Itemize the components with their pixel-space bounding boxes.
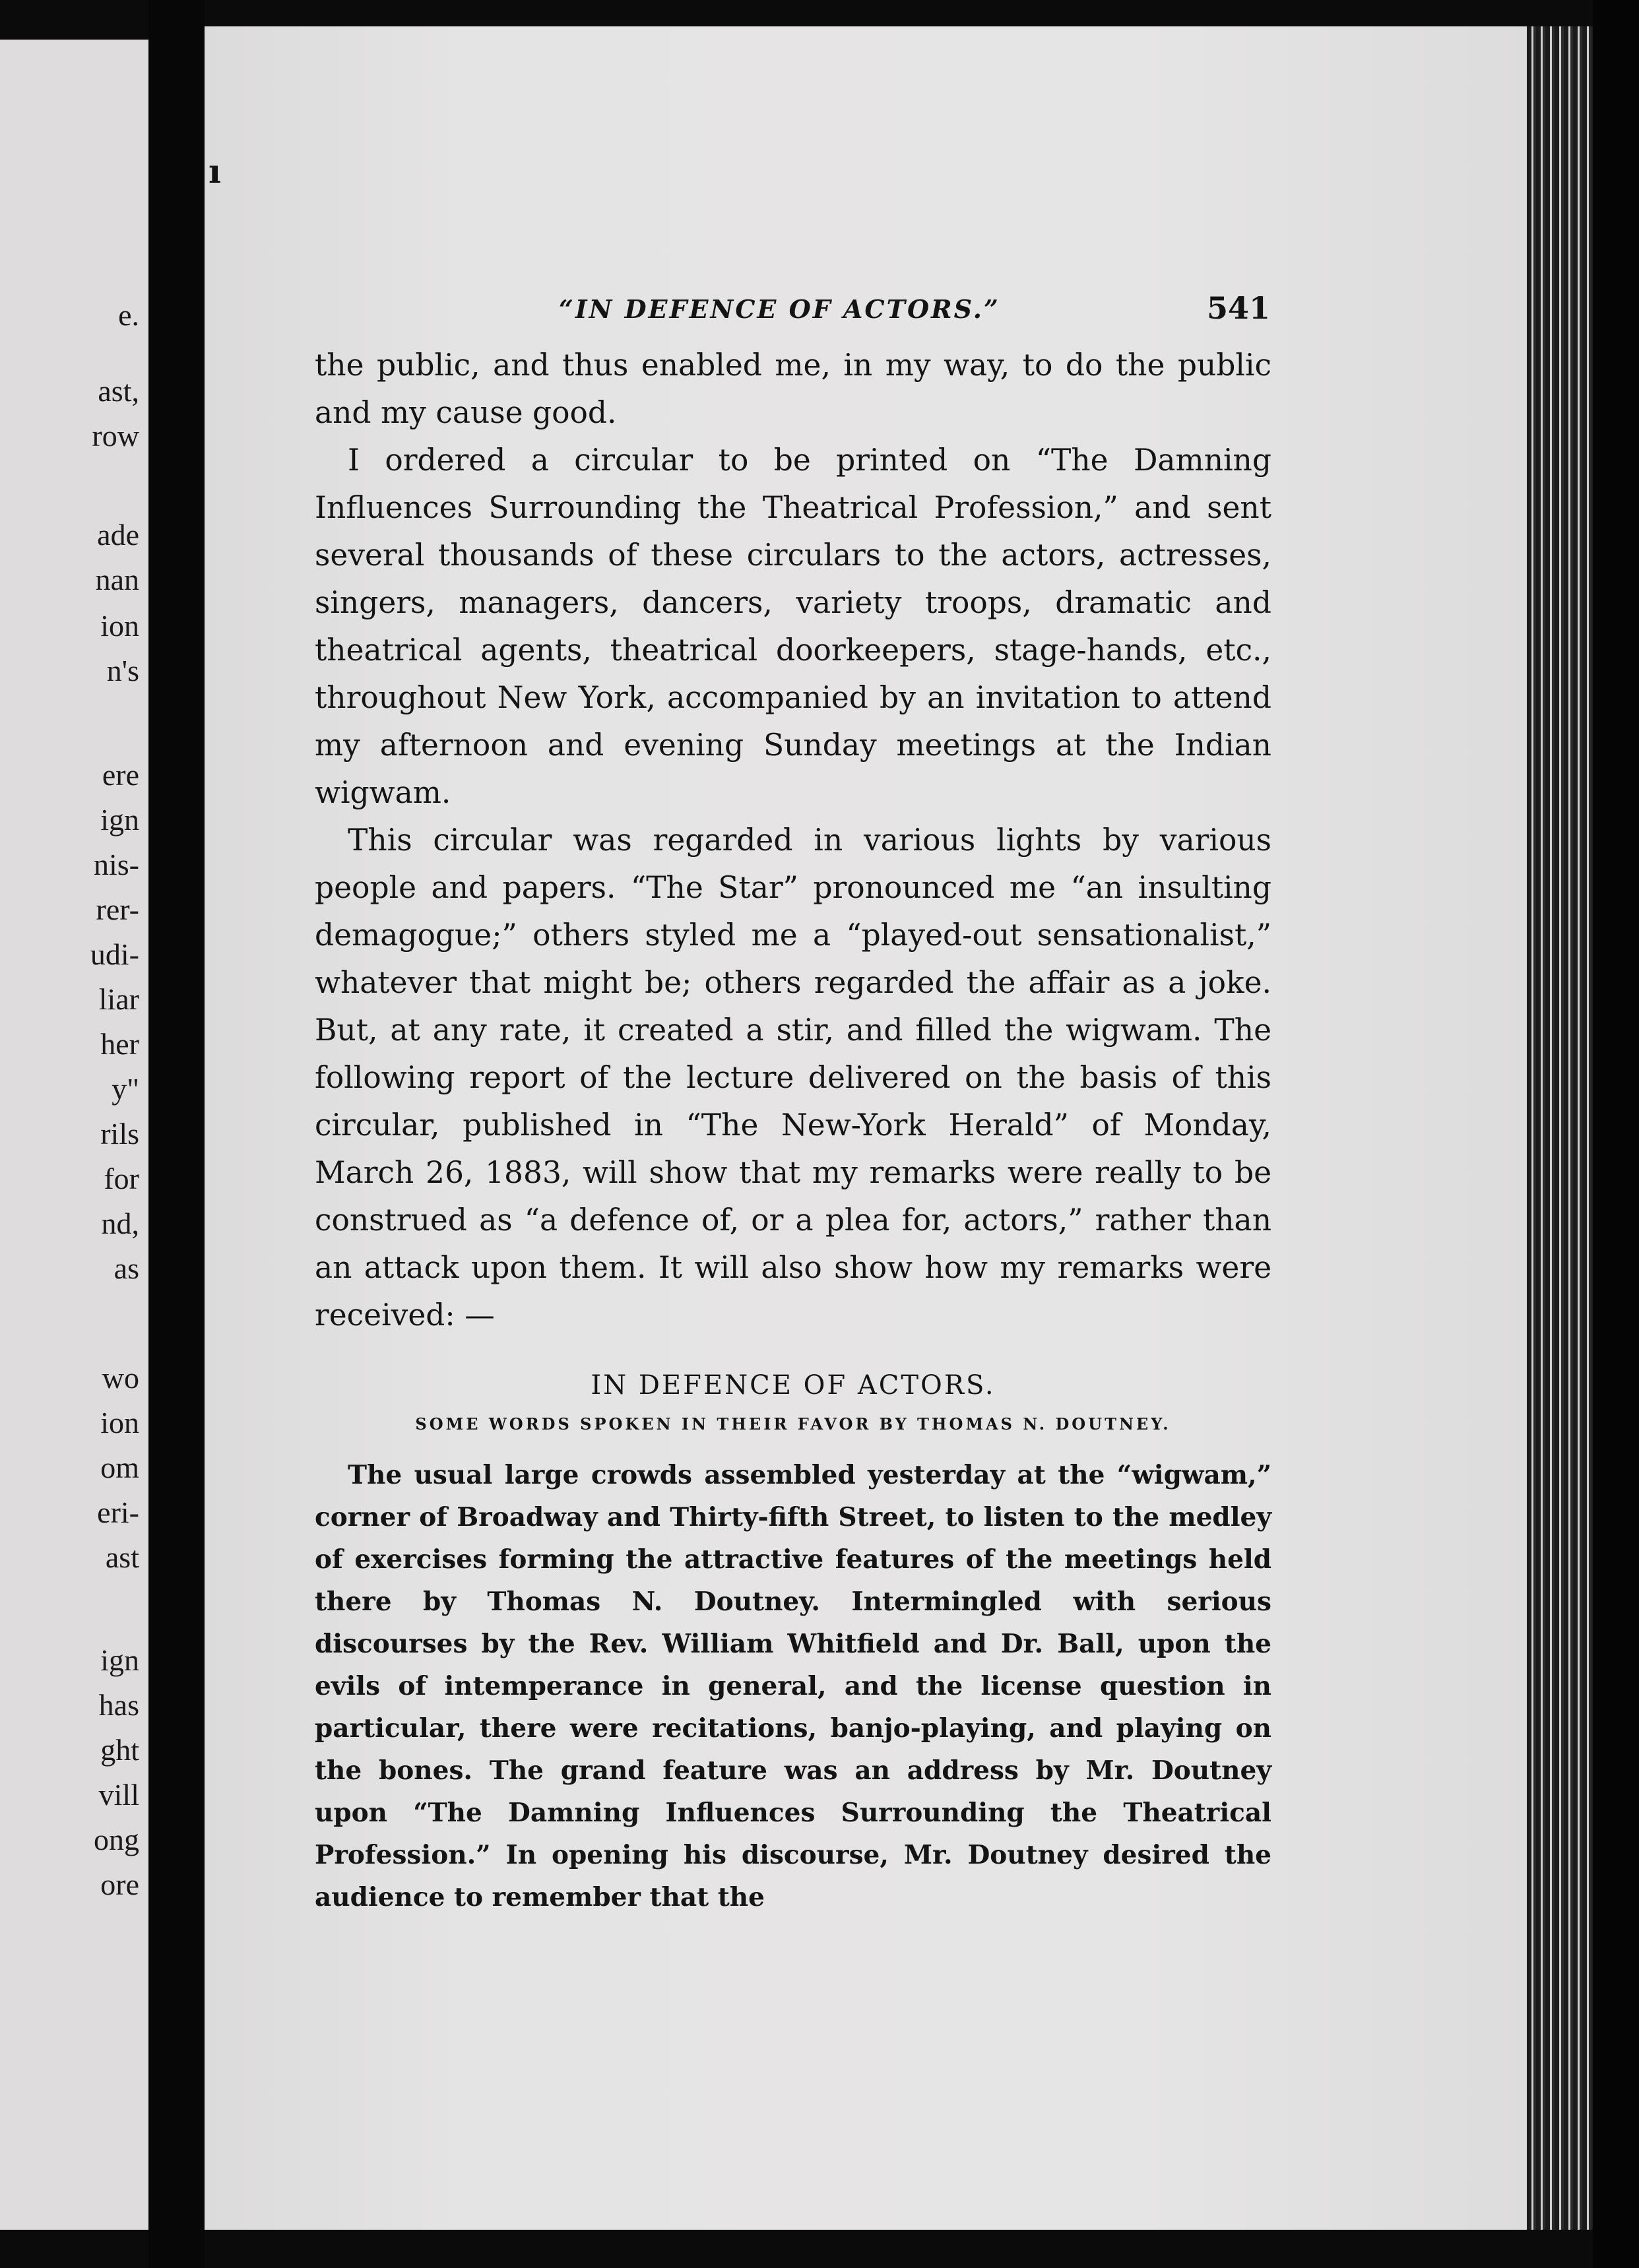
margin-fragment: ere	[102, 758, 139, 792]
margin-fragment: ign	[100, 803, 139, 836]
margin-fragment: her	[100, 1027, 139, 1061]
paragraph: the public, and thus enabled me, in my way, to do the public and my cause good.	[315, 348, 1271, 430]
margin-fragment: ion	[100, 609, 139, 643]
margin-fragment: ght	[100, 1733, 139, 1767]
scan-border	[1593, 0, 1639, 2268]
margin-fragment: rer-	[96, 893, 139, 926]
margin-fragment: eri-	[97, 1496, 139, 1529]
margin-fragment: ade	[97, 518, 139, 551]
margin-fragment: udi-	[90, 937, 139, 971]
margin-fragment: nis-	[94, 848, 139, 881]
margin-fragment: vill	[98, 1778, 139, 1811]
page-number: 541	[1206, 290, 1270, 326]
margin-fragment: row	[92, 419, 139, 453]
margin-fragment: ore	[100, 1868, 139, 1901]
book-gutter	[148, 0, 205, 2268]
facing-page-fragment	[0, 40, 148, 2230]
margin-fragment: nd,	[101, 1207, 139, 1240]
section-subheading: SOME WORDS SPOKEN IN THEIR FAVOR BY THOMAS N. DOUTNEY.	[415, 1414, 1171, 1433]
margin-fragment: liar	[98, 982, 139, 1016]
margin-fragment: n's	[106, 654, 139, 687]
margin-fragment: wo	[102, 1361, 139, 1395]
margin-fragment: has	[98, 1688, 139, 1722]
margin-fragment: ion	[100, 1406, 139, 1439]
margin-fragment: as	[113, 1251, 139, 1285]
margin-fragment: ong	[94, 1823, 139, 1856]
margin-fragment: ast,	[98, 374, 139, 408]
running-head	[315, 290, 1271, 342]
ink-mark: ı	[209, 152, 221, 191]
paragraph: This circular was regarded in various lights by various people and papers. “The Star” pronounced me “an insulting demagogue;” others styled me a “played-out sensationalist,” whatever that might be; others regarded the affair as a joke. But, at any rate, it created a stir, and filled the wigwam. The following report of the lecture delivered on the basis of this circular, published in “The New-York Herald” of Monday, March 26, 1883, will show that my remarks were really to be construed as “a defence of, or a plea for, actors,” rather than an attack upon them. It will also show how my remarks were received: —	[315, 823, 1271, 1333]
margin-fragment: e.	[118, 298, 139, 332]
page-content	[315, 290, 1271, 1918]
page-edges	[1527, 26, 1593, 2230]
margin-fragment: rils	[100, 1117, 139, 1150]
margin-fragment: om	[100, 1451, 139, 1484]
report-paragraph: The usual large crowds assembled yesterday at the “wigwam,” corner of Broadway and Thirty-fifth Street, to listen to the medley of exercises forming the attractive features of the meetings held there by Thomas N. Doutney. Intermingled with serious discourses by the Rev. William Whitfield and Dr. Ball, upon the evils of intemperance in general, and the license question in particular, there were recitations, banjo-playing, and playing on the bones. The grand feature was an address by Mr. Doutney upon “The Damning Influences Surrounding the Theatrical Profession.” In opening his discourse, Mr. Doutney desired the audience to remember that the	[315, 1460, 1271, 1912]
margin-fragment: ast	[105, 1540, 139, 1574]
section-heading: IN DEFENCE OF ACTORS.	[591, 1370, 996, 1401]
running-head-title: “IN DEFENCE OF ACTORS.”	[559, 294, 1000, 324]
paragraph: I ordered a circular to be printed on “The Damning Influences Surrounding the Theatrical Profession,” and sent several thousands of these circulars to the actors, actresses, singers, managers, dancers, variety troops, dramatic and theatrical agents, theatrical doorkeepers, stage-hands, etc., throughout New York, accompanied by an invitation to attend my afternoon and evening Sunday meetings at the Indian wigwam.	[315, 443, 1271, 810]
margin-fragment: for	[104, 1162, 139, 1195]
margin-fragment: ign	[100, 1643, 139, 1677]
margin-fragment: y"	[112, 1072, 139, 1106]
margin-fragment: nan	[95, 563, 139, 596]
